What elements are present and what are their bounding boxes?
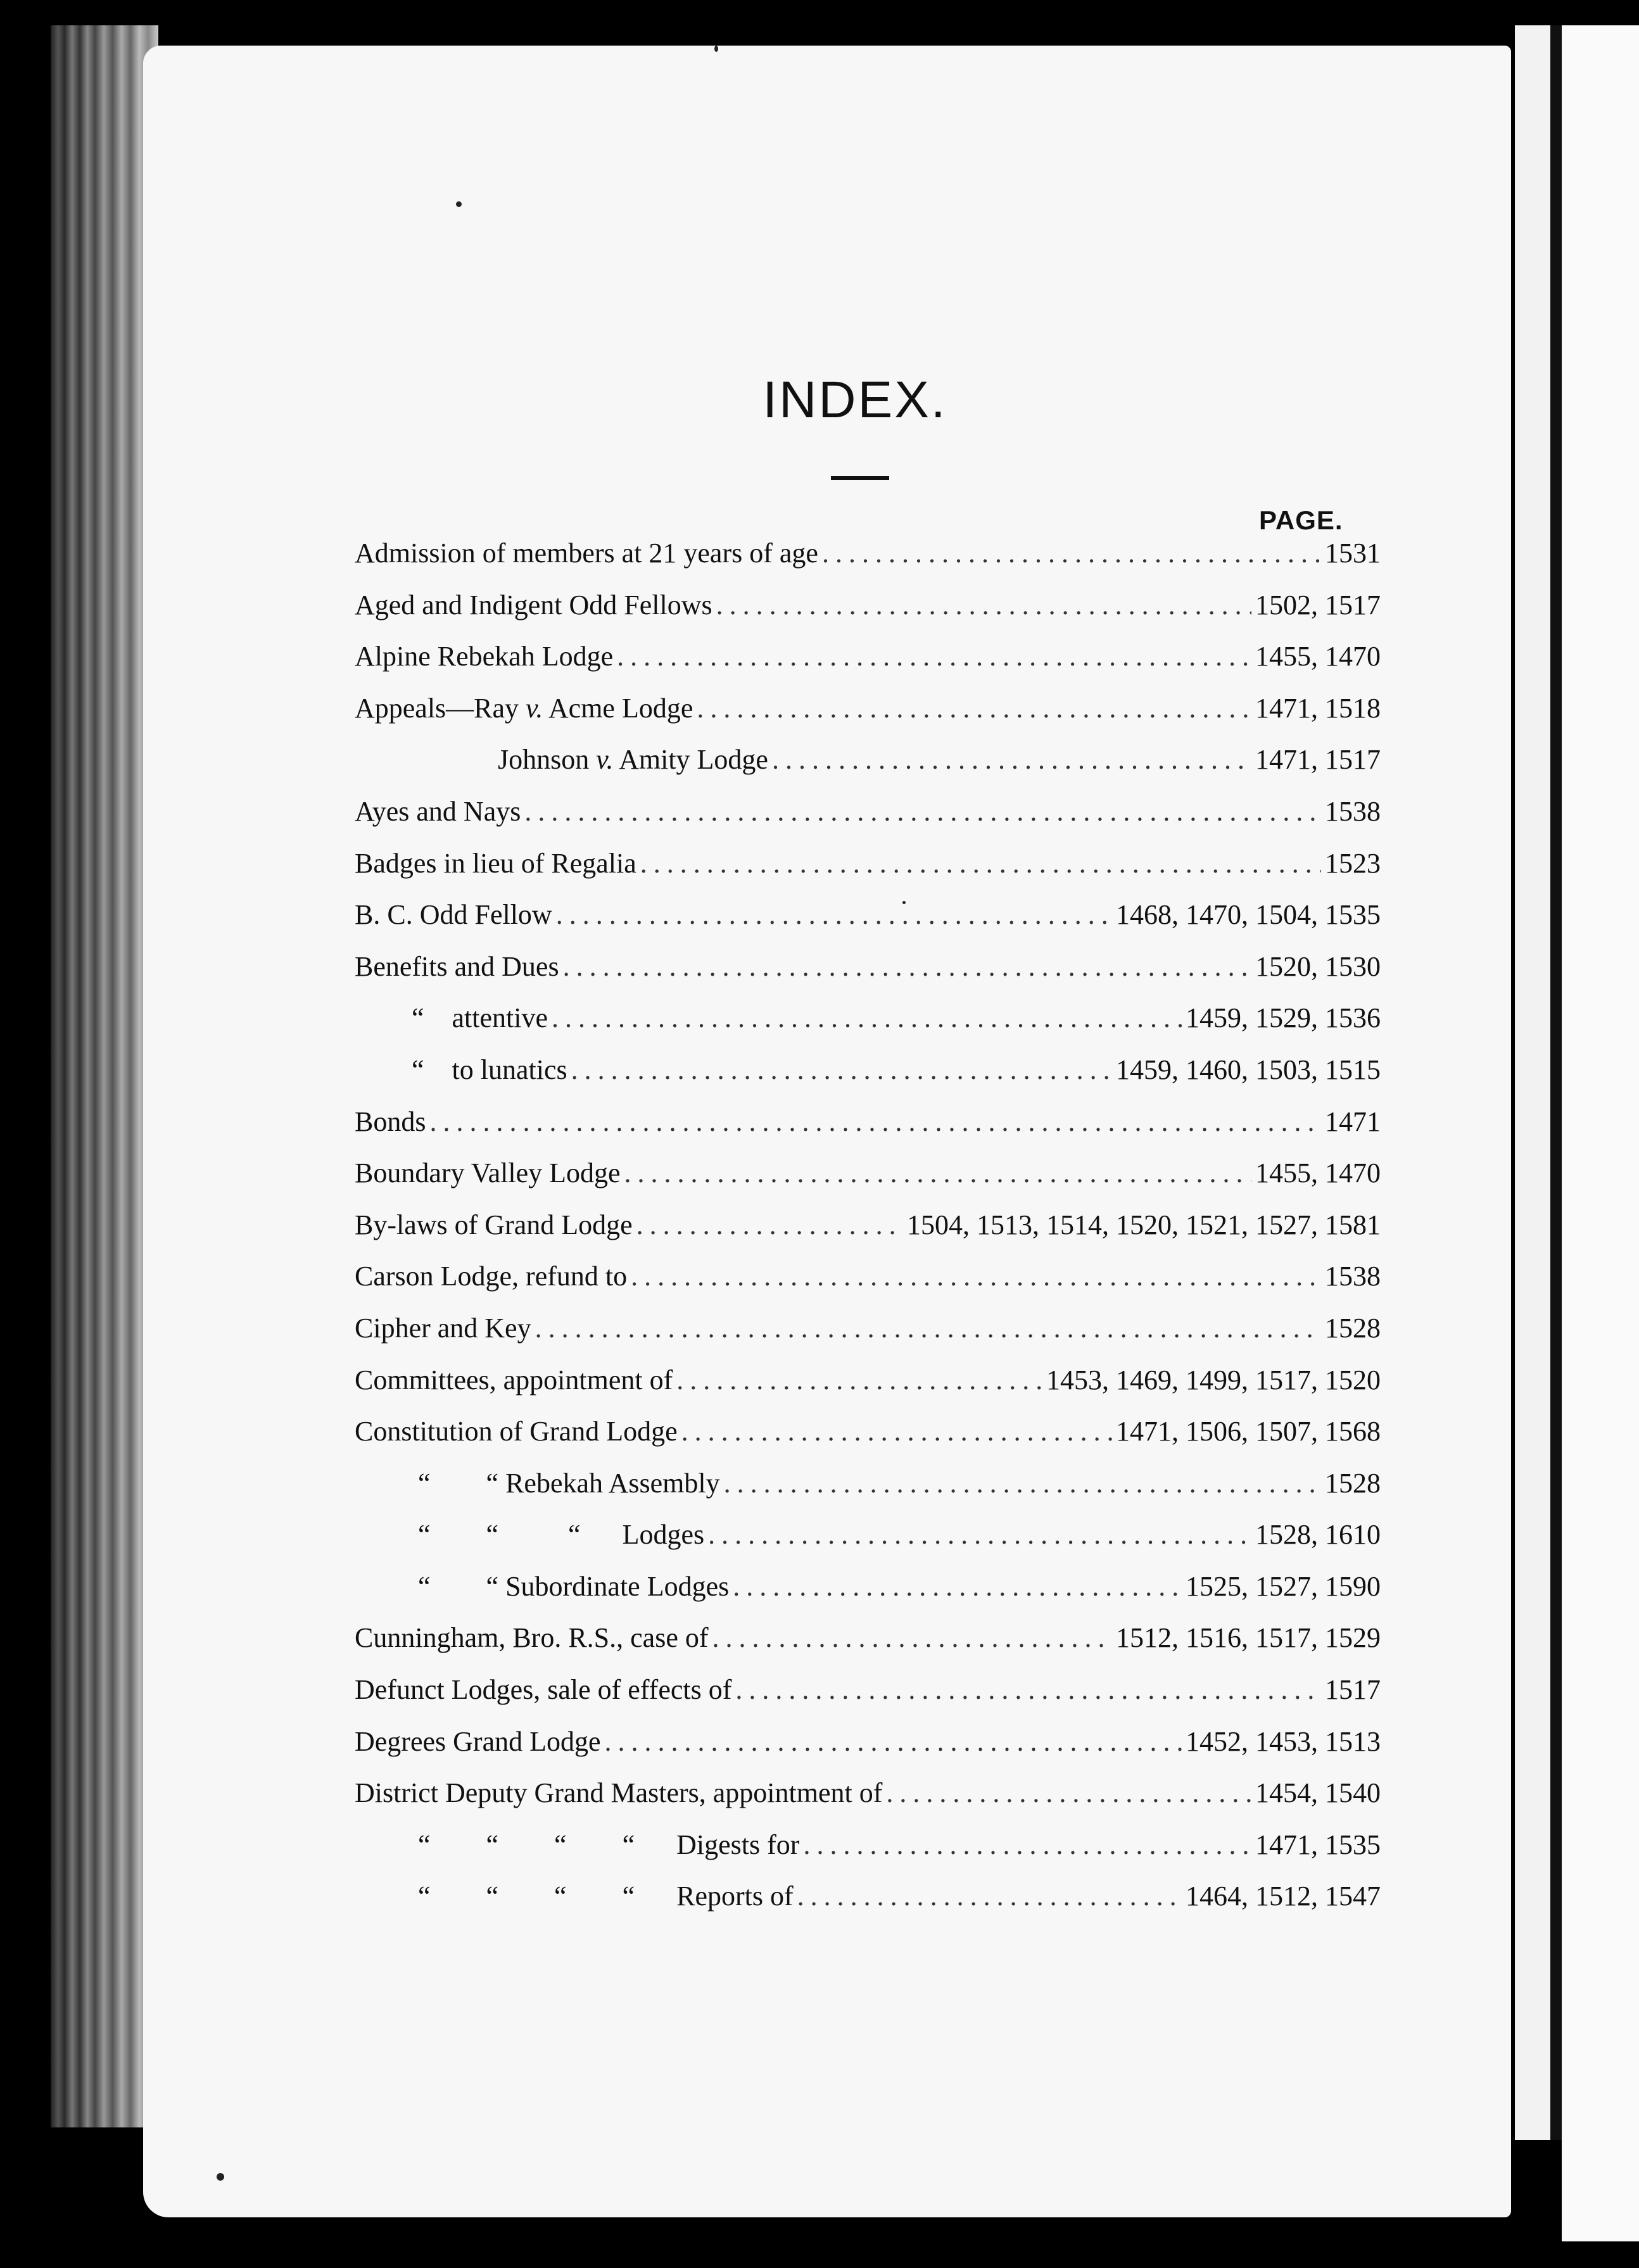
entry-label-text: Appeals—Ray [355, 692, 526, 724]
ditto-mark: “ “ “ [418, 1519, 581, 1551]
index-entry [355, 1260, 1381, 1312]
dot-leader [676, 1364, 1042, 1396]
entry-label [355, 1467, 720, 1499]
ditto-mark: “ [412, 1054, 424, 1085]
entry-label-text: Digests for [676, 1829, 800, 1860]
scan-speck [217, 2173, 224, 2181]
entry-label [355, 1880, 794, 1912]
entry-pages: 1525, 1527, 1590 [1186, 1570, 1381, 1602]
dot-leader [735, 1673, 1321, 1706]
entry-label: Constitution of Grand Lodge [355, 1416, 678, 1447]
dot-leader [535, 1312, 1321, 1344]
index-entry [355, 950, 1381, 1002]
entry-pages: 1528 [1325, 1312, 1381, 1344]
dot-leader [772, 743, 1251, 776]
entry-pages: 1452, 1453, 1513 [1186, 1725, 1381, 1757]
index-entry [355, 537, 1381, 589]
entry-label: Committees, appointment of [355, 1364, 673, 1395]
dot-leader [724, 1467, 1321, 1499]
entry-label: Admission of members at 21 years of age [355, 538, 818, 569]
entry-pages: 1453, 1469, 1499, 1517, 1520 [1046, 1364, 1381, 1395]
entry-label-text: Subordinate Lodges [505, 1570, 730, 1602]
dot-leader [552, 1002, 1182, 1034]
index-subentry [355, 1570, 1381, 1622]
entry-pages: 1454, 1540 [1255, 1777, 1381, 1809]
entry-label-text: attentive [452, 1002, 548, 1034]
ditto-mark: “ “ “ “ [418, 1881, 635, 1912]
dot-leader [712, 1622, 1112, 1654]
index-subentry [355, 743, 1381, 795]
dot-leader [571, 1054, 1112, 1086]
entry-label-text: Rebekah Assembly [505, 1467, 720, 1499]
entry-pages: 1455, 1470 [1255, 641, 1381, 672]
entry-label: Aged and Indigent Odd Fellows [355, 589, 712, 621]
entry-pages: 1471, 1535 [1255, 1829, 1381, 1860]
entry-label: Ayes and Nays [355, 795, 521, 827]
index-entry [355, 1725, 1381, 1777]
entry-label: B. C. Odd Fellow [355, 899, 552, 931]
entry-pages: 1455, 1470 [1255, 1157, 1381, 1189]
entry-pages: 1471, 1506, 1507, 1568 [1116, 1416, 1381, 1447]
entry-pages: 1459, 1529, 1536 [1186, 1002, 1381, 1034]
entry-pages: 1459, 1460, 1503, 1515 [1116, 1054, 1381, 1085]
entry-label: Badges in lieu of Regalia [355, 847, 636, 879]
entry-label-text: Lodges [622, 1519, 705, 1551]
dot-leader [624, 1157, 1251, 1189]
dot-leader [697, 692, 1251, 724]
index-entry [355, 898, 1381, 950]
entry-pages: 1517 [1325, 1674, 1381, 1706]
ditto-mark: “ “ [418, 1570, 499, 1602]
scan-speck [456, 201, 462, 207]
entry-pages: 1512, 1516, 1517, 1529 [1116, 1622, 1381, 1654]
index-entry [355, 692, 1381, 744]
dot-leader [822, 537, 1321, 569]
entry-label: Carson Lodge, refund to [355, 1261, 628, 1292]
entry-pages: 1538 [1325, 1261, 1381, 1292]
index-entry [355, 1415, 1381, 1467]
entry-pages: 1528, 1610 [1255, 1519, 1381, 1551]
page-title: INDEX. [763, 371, 947, 429]
dot-leader [803, 1829, 1251, 1861]
ditto-mark: “ [412, 1002, 424, 1034]
dot-leader [636, 1209, 903, 1241]
facing-page-edge [1562, 25, 1639, 2241]
index-entry [355, 1312, 1381, 1364]
dot-leader [797, 1880, 1182, 1912]
dot-leader [617, 640, 1251, 672]
dot-leader [716, 589, 1251, 621]
dot-leader [640, 847, 1321, 879]
entry-label [355, 743, 768, 776]
entry-label-text: to lunatics [452, 1054, 567, 1085]
entry-label [355, 1518, 704, 1551]
index-entry [355, 1673, 1381, 1725]
entry-pages: 1531 [1325, 538, 1381, 569]
index-entry [355, 1106, 1381, 1157]
entry-pages: 1471, 1518 [1255, 692, 1381, 724]
entry-label-italic: v. [596, 744, 614, 776]
index-entry [355, 1209, 1381, 1261]
entry-pages: 1538 [1325, 795, 1381, 827]
entry-label-text: Reports of [676, 1881, 794, 1912]
dot-leader [681, 1415, 1112, 1447]
ditto-mark: “ “ [418, 1467, 499, 1499]
entry-label: Cipher and Key [355, 1312, 531, 1344]
index-entry [355, 847, 1381, 899]
entry-pages: 1520, 1530 [1255, 950, 1381, 982]
index-entries [355, 537, 1381, 1932]
index-subentry [355, 1467, 1381, 1519]
index-entry [355, 1364, 1381, 1416]
entry-label: By-laws of Grand Lodge [355, 1209, 633, 1240]
page-gutter [1515, 25, 1550, 2140]
entry-label: Defunct Lodges, sale of effects of [355, 1674, 732, 1706]
entry-label-text: Johnson [498, 744, 597, 776]
index-subentry [355, 1002, 1381, 1054]
scan-speck [902, 901, 906, 904]
index-subentry [355, 1829, 1381, 1881]
index-entry [355, 589, 1381, 641]
dot-leader [708, 1518, 1251, 1551]
index-subentry [355, 1518, 1381, 1570]
entry-label [355, 1054, 567, 1086]
dot-leader [605, 1725, 1182, 1758]
index-entry [355, 1622, 1381, 1673]
index-entry [355, 1777, 1381, 1829]
index-entry [355, 640, 1381, 692]
entry-label: Boundary Valley Lodge [355, 1157, 621, 1189]
entry-label [355, 692, 693, 724]
entry-label: Bonds [355, 1106, 426, 1137]
index-entry [355, 795, 1381, 847]
index-subentry [355, 1054, 1381, 1106]
dot-leader [524, 795, 1321, 828]
entry-label: Alpine Rebekah Lodge [355, 641, 614, 672]
page-column-label: PAGE. [1259, 505, 1343, 535]
entry-pages: 1504, 1513, 1514, 1520, 1521, 1527, 1581 [907, 1209, 1381, 1240]
entry-pages: 1528 [1325, 1467, 1381, 1499]
entry-pages: 1502, 1517 [1255, 589, 1381, 621]
dot-leader [556, 898, 1112, 931]
entry-label: District Deputy Grand Masters, appointment of [355, 1777, 883, 1809]
dot-leader [733, 1570, 1182, 1603]
entry-label-text: Amity Lodge [613, 744, 768, 776]
dot-leader [631, 1260, 1321, 1292]
scan-speck [714, 46, 718, 52]
entry-label [355, 1570, 729, 1603]
dot-leader [886, 1777, 1251, 1809]
ditto-mark: “ “ “ “ [418, 1829, 635, 1860]
entry-pages: 1471 [1325, 1106, 1381, 1137]
entry-label: Benefits and Dues [355, 950, 559, 982]
entry-pages: 1471, 1517 [1255, 744, 1381, 776]
entry-label-italic: v. [526, 692, 543, 724]
book-page-edges [51, 25, 158, 2127]
entry-label-text: Acme Lodge [543, 692, 693, 724]
dot-leader [563, 950, 1251, 983]
entry-label: Cunningham, Bro. R.S., case of [355, 1622, 709, 1654]
entry-label [355, 1829, 799, 1861]
dot-leader [429, 1106, 1321, 1138]
index-subentry [355, 1880, 1381, 1932]
entry-pages: 1464, 1512, 1547 [1186, 1881, 1381, 1912]
entry-pages: 1523 [1325, 847, 1381, 879]
entry-pages: 1468, 1470, 1504, 1535 [1116, 899, 1381, 931]
title-rule [831, 476, 889, 480]
entry-label [355, 1002, 548, 1034]
entry-label: Degrees Grand Lodge [355, 1725, 601, 1757]
gutter-shadow [1550, 25, 1562, 2140]
index-entry [355, 1157, 1381, 1209]
